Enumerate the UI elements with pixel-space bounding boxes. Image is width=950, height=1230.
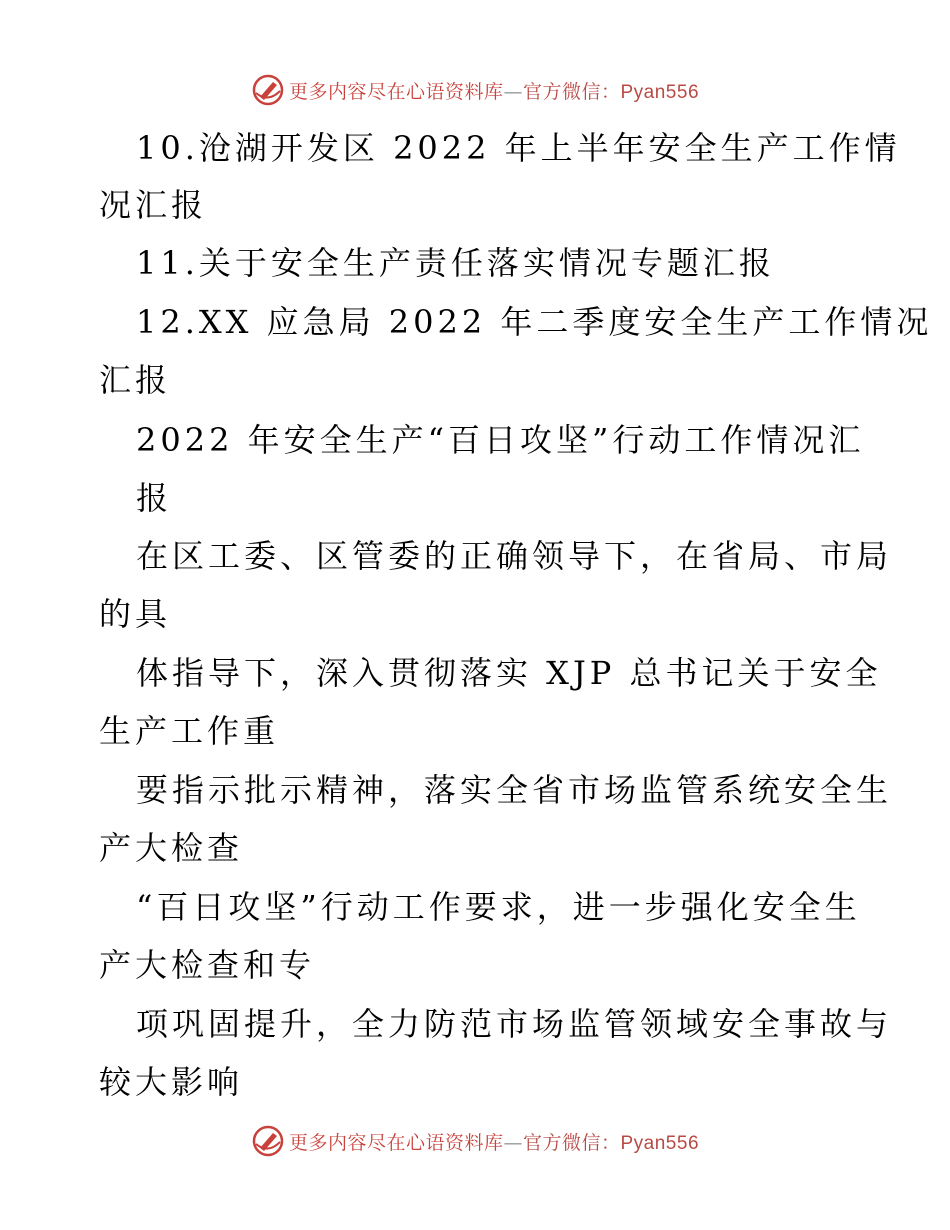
paragraph-line: 况汇报 xyxy=(99,186,208,224)
pen-circle-logo-icon xyxy=(251,1124,285,1158)
paragraph-line: 报 xyxy=(136,479,173,517)
watermark-text: 更多内容尽在心语资料库—官方微信：Pyan556 xyxy=(288,80,700,103)
paragraph-line: 11.关于安全生产责任落实情况专题汇报 xyxy=(136,244,775,282)
paragraph-line: 要指示批示精神，落实全省市场监管系统安全生 xyxy=(136,771,893,809)
paragraph-line: 10.沧湖开发区 2022 年上半年安全生产工作情 xyxy=(136,129,901,167)
paragraph-line: 产大检查和专 xyxy=(99,946,316,984)
paragraph-line: 较大影响 xyxy=(99,1063,244,1101)
paragraph-line: 体指导下，深入贯彻落实 XJP 总书记关于安全 xyxy=(136,654,882,692)
paragraph-line: 汇报 xyxy=(99,361,172,399)
paragraph-line: 12.XX 应急局 2022 年二季度安全生产工作情况 xyxy=(136,303,933,341)
paragraph-line: 产大检查 xyxy=(99,829,244,867)
paragraph-line: 生产工作重 xyxy=(99,712,280,750)
paragraph-line: “百日攻坚”行动工作要求，进一步强化安全生 xyxy=(136,888,861,926)
watermark-text: 更多内容尽在心语资料库—官方微信：Pyan556 xyxy=(288,1131,700,1154)
paragraph-line: 在区工委、区管委的正确领导下，在省局、市局 xyxy=(136,537,893,575)
paragraph-line: 项巩固提升，全力防范市场监管领域安全事故与 xyxy=(136,1005,893,1043)
watermark-footer xyxy=(0,1121,950,1161)
paragraph-line: 2022 年安全生产“百日攻坚”行动工作情况汇 xyxy=(136,421,865,459)
paragraph-line: 的具 xyxy=(99,595,172,633)
